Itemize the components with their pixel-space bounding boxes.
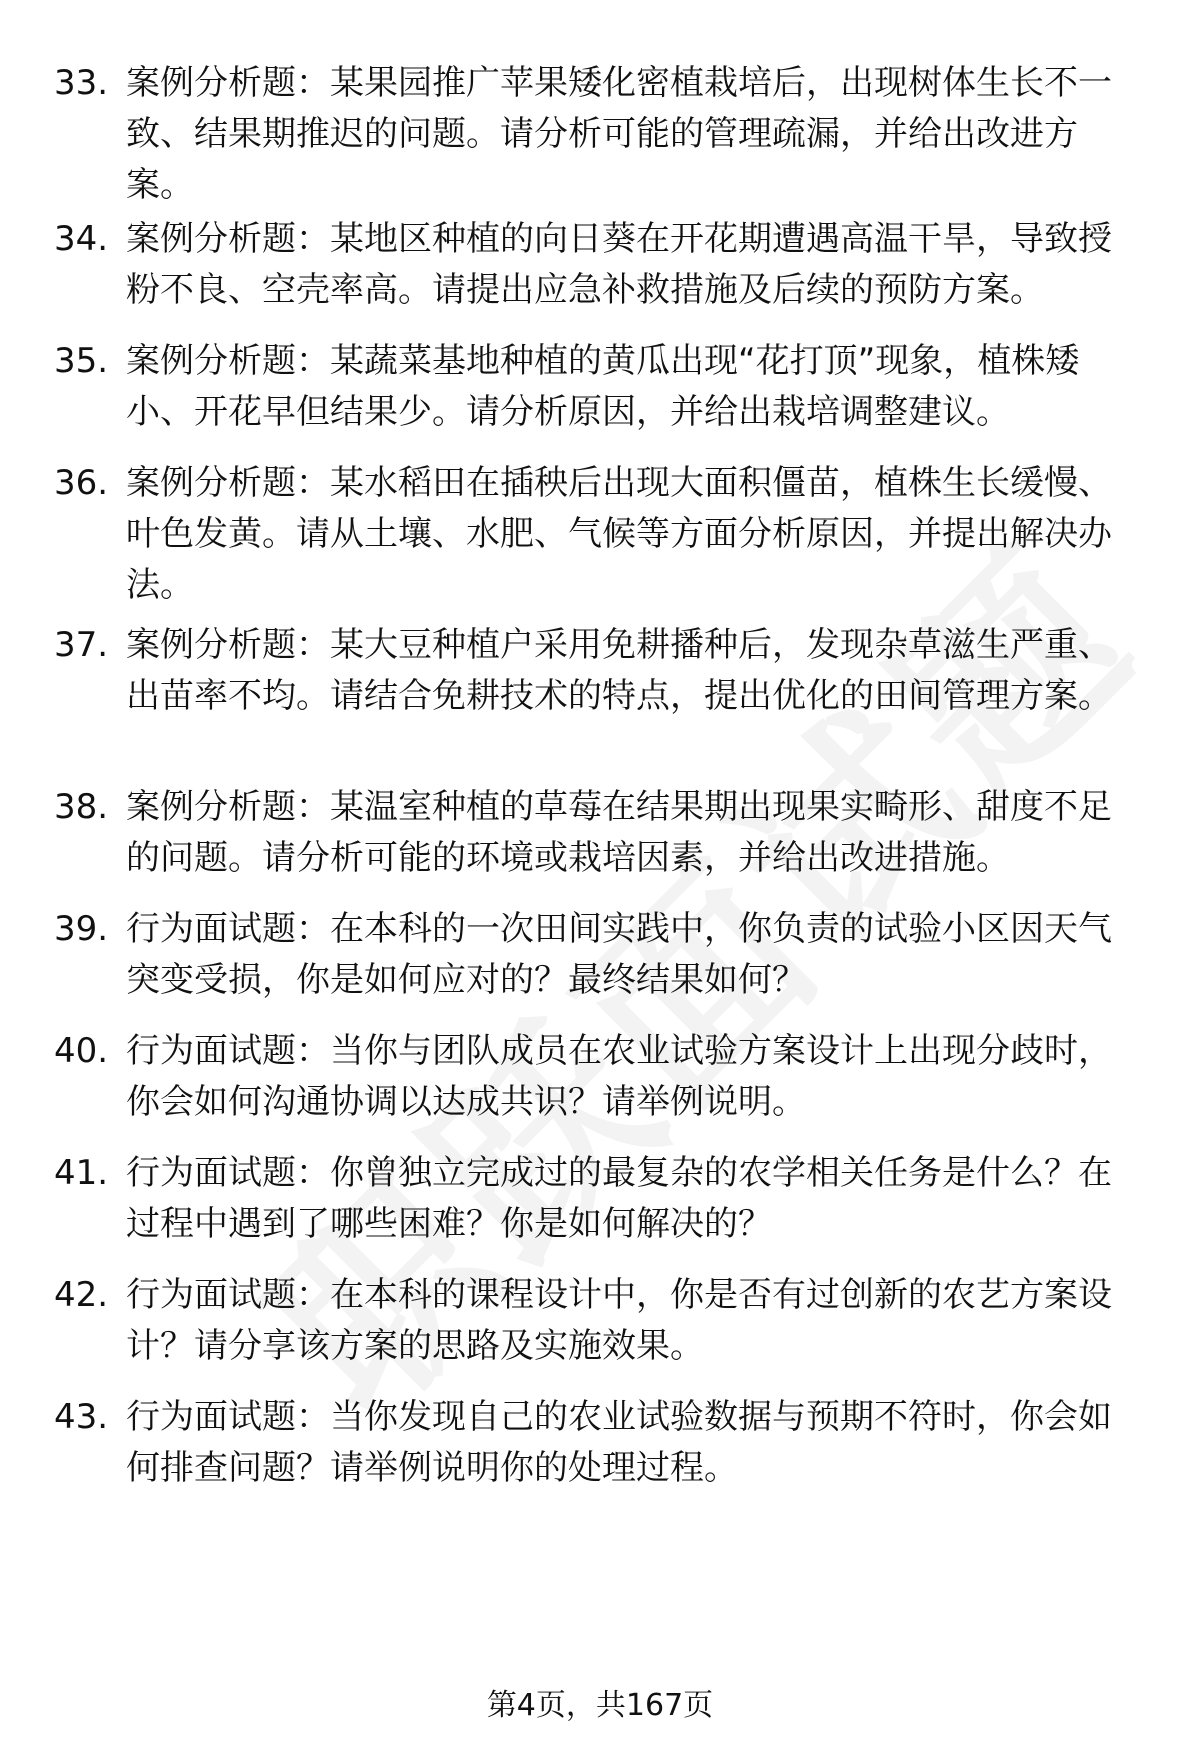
question-text: 行为面试题：当你与团队成员在农业试验方案设计上出现分歧时，你会如何沟通协调以达成共识？请举例说明。 xyxy=(126,1031,1112,1122)
question-item-38 xyxy=(54,782,1154,904)
question-text: 案例分析题：某水稻田在插秧后出现大面积僵苗，植株生长缓慢、叶色发黄。请从土壤、水肥、气候等方面分析原因，并提出解决办法。 xyxy=(126,463,1112,605)
question-item-39 xyxy=(54,904,1154,1026)
question-item-40 xyxy=(54,1026,1154,1148)
question-item-36 xyxy=(54,458,1154,620)
question-text: 案例分析题：某地区种植的向日葵在开花期遭遇高温干旱，导致授粉不良、空壳率高。请提出应急补救措施及后续的预防方案。 xyxy=(126,219,1112,310)
question-text: 行为面试题：在本科的课程设计中，你是否有过创新的农艺方案设计？请分享该方案的思路及实施效果。 xyxy=(126,1275,1112,1366)
question-number: 38. xyxy=(54,787,109,827)
question-item-34 xyxy=(54,214,1154,336)
question-number: 41. xyxy=(54,1153,109,1193)
question-text: 案例分析题：某蔬菜基地种植的黄瓜出现“花打顶”现象，植株矮小、开花早但结果少。请分析原因，并给出栽培调整建议。 xyxy=(126,341,1080,432)
question-number: 39. xyxy=(54,909,109,949)
question-number: 33. xyxy=(54,63,109,103)
question-item-42 xyxy=(54,1270,1154,1392)
question-text: 行为面试题：在本科的一次田间实践中，你负责的试验小区因天气突变受损，你是如何应对的？最终结果如何？ xyxy=(126,909,1112,1000)
question-text: 行为面试题：你曾独立完成过的最复杂的农学相关任务是什么？在过程中遇到了哪些困难？你是如何解决的？ xyxy=(126,1153,1112,1244)
question-number: 42. xyxy=(54,1275,109,1315)
question-text: 行为面试题：当你发现自己的农业试验数据与预期不符时，你会如何排查问题？请举例说明你的处理过程。 xyxy=(126,1397,1112,1488)
question-number: 40. xyxy=(54,1031,109,1071)
question-text: 案例分析题：某果园推广苹果矮化密植栽培后，出现树体生长不一致、结果期推迟的问题。请分析可能的管理疏漏，并给出改进方案。 xyxy=(126,63,1112,205)
question-number: 35. xyxy=(54,341,109,381)
question-item-37 xyxy=(54,620,1154,782)
question-list xyxy=(54,58,1154,1502)
question-text: 案例分析题：某大豆种植户采用免耕播种后，发现杂草滋生严重、出苗率不均。请结合免耕技术的特点，提出优化的田间管理方案。 xyxy=(126,625,1112,716)
question-number: 37. xyxy=(54,625,109,665)
question-number: 34. xyxy=(54,219,109,259)
question-number: 43. xyxy=(54,1397,109,1437)
page-footer: 第4页，共167页 xyxy=(486,1688,714,1723)
question-item-43 xyxy=(54,1392,1154,1502)
question-item-41 xyxy=(54,1148,1154,1270)
question-number: 36. xyxy=(54,463,109,503)
question-item-35 xyxy=(54,336,1154,458)
question-item-33 xyxy=(54,58,1154,214)
question-text: 案例分析题：某温室种植的草莓在结果期出现果实畸形、甜度不足的问题。请分析可能的环境或栽培因素，并给出改进措施。 xyxy=(126,787,1112,878)
